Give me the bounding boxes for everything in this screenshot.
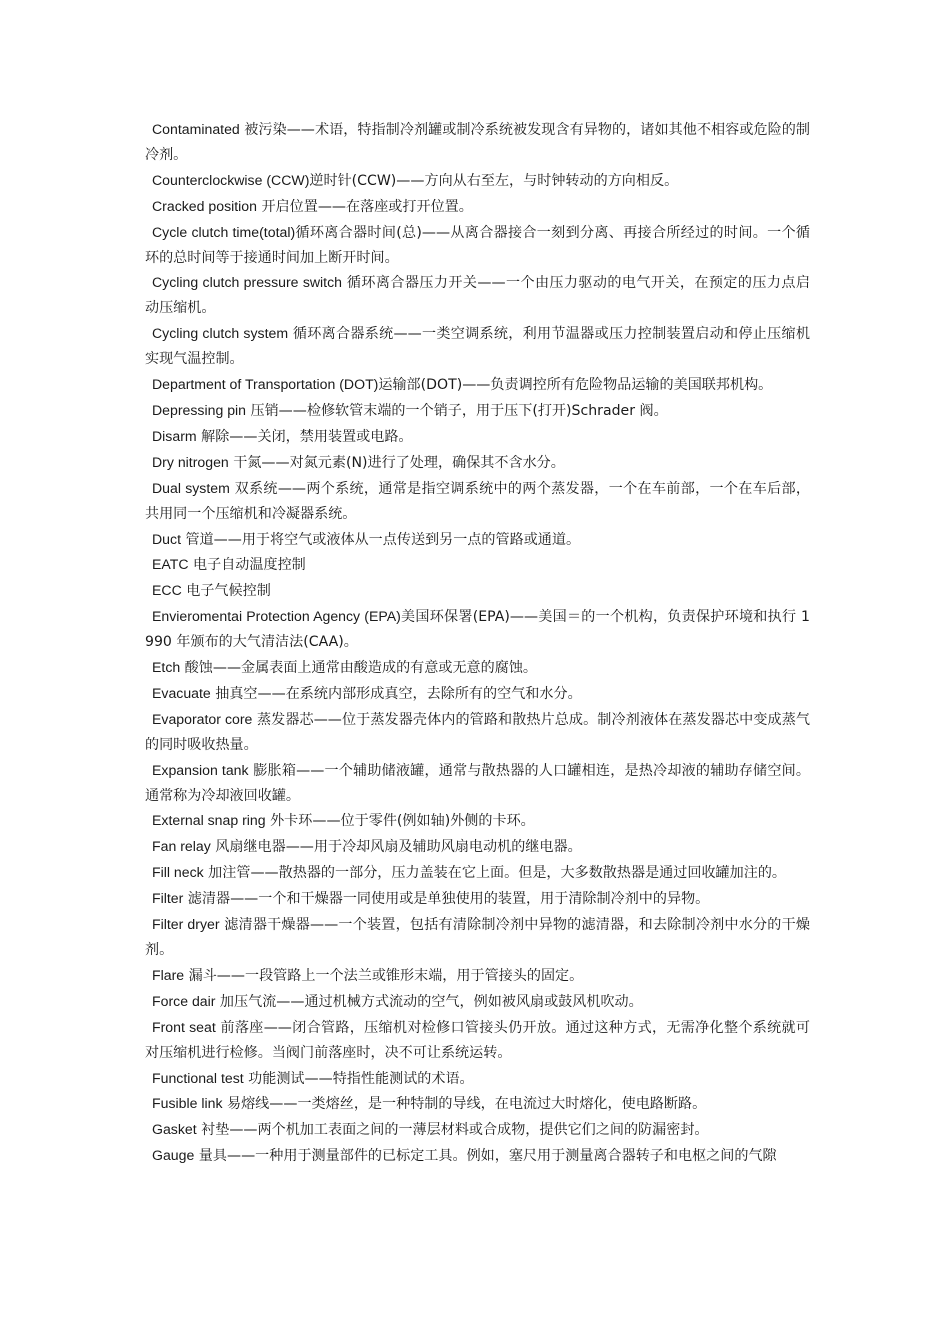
entry-term: Contaminated xyxy=(152,121,240,137)
entry-term: Front seat xyxy=(152,1018,216,1035)
glossary-entry xyxy=(145,707,810,758)
entry-term: Gauge xyxy=(152,1147,195,1164)
entry-definition: 酸蚀——金属表面上通常由酸造成的有意或无意的腐蚀。 xyxy=(180,660,538,677)
entry-definition: 加压气流——通过机械方式流动的空气，例如被风扇或鼓风机吹动。 xyxy=(215,993,643,1010)
entry-term: Evacuate xyxy=(152,684,211,701)
entry-term: Evaporator core xyxy=(152,710,253,727)
glossary-entry xyxy=(145,912,810,963)
entry-definition: 风扇继电器——用于冷却风扇及辅助风扇电动机的继电器。 xyxy=(210,839,582,856)
glossary-entry xyxy=(145,834,810,860)
glossary-entry xyxy=(145,220,810,271)
entry-term: Disarm xyxy=(152,427,197,444)
entry-term: Fan relay xyxy=(152,838,211,855)
entry-term: Gasket xyxy=(152,1121,197,1138)
entry-term: Functional test xyxy=(152,1069,244,1086)
entry-definition: 功能测试——特指性能测试的术语。 xyxy=(243,1070,474,1087)
glossary-entry xyxy=(145,270,810,321)
entry-term: Counterclockwise (CCW) xyxy=(152,171,310,188)
entry-definition: 逆时针(CCW)——方向从右至左，与时钟转动的方向相反。 xyxy=(309,172,679,189)
entry-definition: 压销——检修软管末端的一个销子，用于压下(打开)Schrader 阀。 xyxy=(246,402,668,419)
glossary-entry xyxy=(145,681,810,707)
glossary-entry xyxy=(145,860,810,886)
entry-definition: 电子自动温度控制 xyxy=(188,557,306,574)
entry-term: Filter dryer xyxy=(152,916,220,933)
entry-term: Cycle clutch time(total) xyxy=(152,223,296,240)
entry-term: Depressing pin xyxy=(152,401,247,418)
glossary-entry xyxy=(145,117,810,168)
entry-term: EATC xyxy=(152,556,189,573)
entry-term: Cracked position xyxy=(152,197,257,214)
entry-definition: 漏斗——一段管路上一个法兰或锥形末端，用于管接头的固定。 xyxy=(184,967,584,984)
entry-definition: 抽真空——在系统内部形成真空，去除所有的空气和水分。 xyxy=(210,685,582,702)
entry-definition: 解除——关闭，禁用装置或电路。 xyxy=(196,428,413,445)
entry-definition: 被污染——术语，特指制冷剂罐或制冷系统被发现含有异物的，诸如其他不相容或危险的制冷剂。 xyxy=(145,122,810,163)
entry-term: Cycling clutch system xyxy=(152,325,289,342)
entry-term: Fill neck xyxy=(152,864,204,881)
entry-term: Duct xyxy=(152,530,181,547)
entry-definition: 双系统——两个系统，通常是指空调系统中的两个蒸发器，一个在车前部，一个在车后部，共用同一个压缩机和冷凝器系统。 xyxy=(145,480,810,522)
glossary-entry xyxy=(145,808,810,834)
glossary-entry xyxy=(145,604,810,655)
entry-term: Etch xyxy=(152,659,181,676)
entry-definition: 量具——一种用于测量部件的已标定工具。例如，塞尺用于测量离合器转子和电枢之间的气隙 xyxy=(194,1148,777,1165)
entry-definition: 干氮——对氮元素(N)进行了处理，确保其不含水分。 xyxy=(228,454,565,471)
glossary-entry xyxy=(145,1117,810,1143)
entry-definition: 美国环保署(EPA)——美国＝的一个机构，负责保护环境和执行 1990 年颁布的大气清洁法(CAA)。 xyxy=(145,609,810,651)
entry-definition: 外卡环——位于零件(例如轴)外侧的卡环。 xyxy=(265,813,535,830)
entry-definition: 运输部(DOT)——负责调控所有危险物品运输的美国联邦机构。 xyxy=(378,377,773,394)
entry-definition: 前落座——闭合管路，压缩机对检修口管接头仍开放。通过这种方式，无需净化整个系统就可对压缩机进行检修。当阀门前落座时，决不可让系统运转。 xyxy=(145,1019,810,1061)
entry-term: ECC xyxy=(152,582,182,599)
glossary-text xyxy=(145,117,810,1169)
glossary-entry xyxy=(145,1091,810,1117)
entry-term: Fusible link xyxy=(152,1095,223,1112)
entry-definition: 电子气候控制 xyxy=(181,583,271,600)
entry-definition: 滤清器干燥器——一个装置，包括有清除制冷剂中异物的滤清器，和去除制冷剂中水分的干燥剂。 xyxy=(145,917,810,958)
entry-definition: 膨胀箱——一个辅助储液罐，通常与散热器的人口罐相连，是热冷却液的辅助存储空间。通常称为冷却液回收罐。 xyxy=(145,762,811,804)
glossary-entry xyxy=(145,527,810,553)
glossary-entry xyxy=(145,1066,810,1092)
glossary-entry xyxy=(145,398,810,424)
entry-term: Filter xyxy=(152,890,184,907)
glossary-entry xyxy=(145,321,810,372)
entry-definition: 易熔线——一类熔丝，是一种特制的导线，在电流过大时熔化，使电路断路。 xyxy=(222,1096,707,1113)
glossary-entry xyxy=(145,424,810,450)
entry-definition: 循环离合器压力开关——一个由压力驱动的电气开关，在预定的压力点启动压缩机。 xyxy=(145,275,810,317)
entry-term: Expansion tank xyxy=(152,761,249,778)
entry-definition: 循环离合器系统——一类空调系统，利用节温器或压力控制装置启动和停止压缩机实现气温控制。 xyxy=(145,326,810,368)
glossary-entry xyxy=(145,989,810,1015)
glossary-entry xyxy=(145,450,810,476)
entry-term: Envieromentai Protection Agency (EPA) xyxy=(152,608,401,625)
glossary-entry xyxy=(145,372,810,398)
entry-term: Force dair xyxy=(152,992,216,1009)
glossary-entry xyxy=(145,168,810,194)
entry-definition: 衬垫——两个机加工表面之间的一薄层材料或合成物，提供它们之间的防漏密封。 xyxy=(196,1122,709,1139)
entry-term: Flare xyxy=(152,966,185,983)
glossary-entry xyxy=(145,1015,810,1066)
glossary-entry xyxy=(145,963,810,989)
entry-definition: 滤清器——一个和干燥器一同使用或是单独使用的装置，用于清除制冷剂中的异物。 xyxy=(183,891,710,908)
glossary-entry xyxy=(145,1143,810,1169)
entry-definition: 蒸发器芯——位于蒸发器壳体内的管路和散热片总成。制冷剂液体在蒸发器芯中变成蒸气的同时吸收热量。 xyxy=(145,711,810,753)
entry-definition: 开启位置——在落座或打开位置。 xyxy=(256,198,473,215)
glossary-entry xyxy=(145,886,810,912)
glossary-entry xyxy=(145,194,810,220)
glossary-entry xyxy=(145,552,810,578)
entry-term: External snap ring xyxy=(152,812,266,829)
entry-definition: 加注管——散热器的一部分，压力盖装在它上面。但是，大多数散热器是通过回收罐加注的。 xyxy=(203,865,787,882)
entry-definition: 循环离合器时间(总)——从离合器接合一刻到分离、再接合所经过的时间。一个循环的总时间等于接通时间加上断开时间。 xyxy=(145,224,810,266)
glossary-entry xyxy=(145,758,810,809)
entry-term: Department of Transportation (DOT) xyxy=(152,376,379,393)
entry-definition: 管道——用于将空气或液体从一点传送到另一点的管路或通道。 xyxy=(180,531,581,548)
entry-term: Dual system xyxy=(152,479,230,496)
glossary-entry xyxy=(145,476,810,527)
entry-term: Cycling clutch pressure switch xyxy=(152,274,342,291)
glossary-entry xyxy=(145,578,810,604)
entry-term: Dry nitrogen xyxy=(152,453,229,470)
glossary-entry xyxy=(145,655,810,681)
